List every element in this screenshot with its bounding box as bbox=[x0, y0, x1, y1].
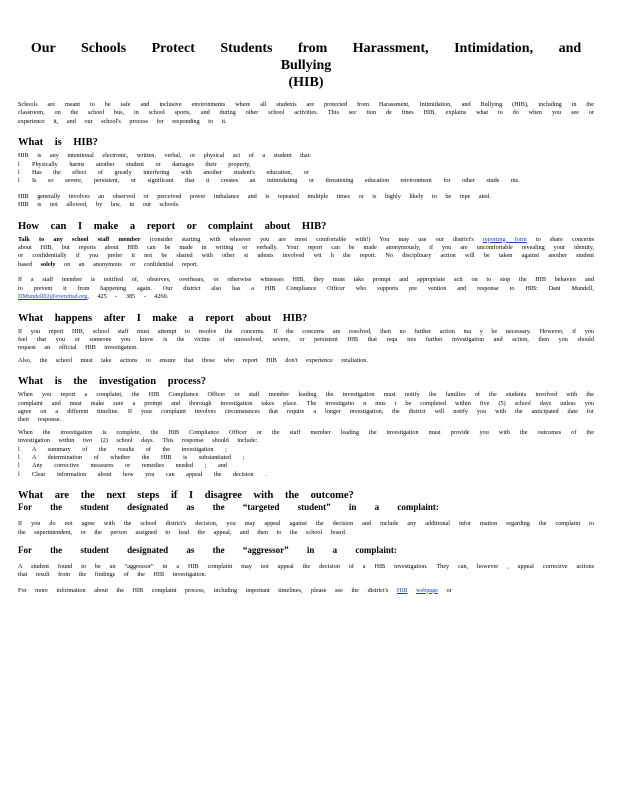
investigation-outcome-paragraph: When the investigation is complete, the HIB Compliance Officer or the staff member leading the investigation must provide you with the outcomes of the investigation within two (2) school days. This response should include: bbox=[18, 428, 594, 445]
bullet-mark: l bbox=[18, 177, 20, 185]
bullet-mark: l bbox=[18, 470, 20, 478]
retaliation-paragraph: Also, the school must take actions to ensure that those who report HIB don't experience retaliation. bbox=[18, 356, 368, 364]
after-report-paragraph: If you report HIB, school staff must attempt to resolve the concerns. If the concerns are resolved, then no further action ma y be necessary. However, if you feel that you or someone you know is the victim of unresolved, severe, or persistent HIB that requ ires further investigation and action, then you should request an official HIB investigation. bbox=[18, 327, 594, 352]
outcome-contents-list bbox=[18, 446, 594, 480]
subheading-aggressor: For the student designated as the “aggressor” in a complaint: bbox=[18, 545, 397, 555]
hib-criteria-list bbox=[18, 161, 594, 186]
section-heading-report: How can I make a report or complaint about HIB? bbox=[18, 220, 327, 232]
more-information-paragraph: For more information about the HIB complaint process, including important timelines, please see the district's HIB webpage or bbox=[18, 586, 452, 594]
title-line-2: (HIB) bbox=[288, 75, 324, 90]
subheading-targeted-student: For the student designated as the “targeted student” in a complaint: bbox=[18, 502, 439, 513]
bullet-mark: l bbox=[18, 160, 20, 168]
power-imbalance-paragraph: HIB generally involves an observed or perceived power imbalance and is repeated multiple times or is highly likely to be repe ated. bbox=[18, 192, 491, 200]
intro-paragraph: Schools are meant to be safe and inclusive environments where all students are protected from Harassment, Intimidation, and Bullying (HIB), including in the classroom, on the school bus, in school sports, and during other school activities. This sec tion de fines HIB, explains what to do when you see or experience it, and our school's process for responding to it. bbox=[18, 101, 594, 125]
list-item: l A summary of the results of the investigation ; bbox=[18, 445, 227, 453]
aggressor-appeal-paragraph: A student found to be an “aggressor” in a HIB complaint may not appeal the decision of a HIB investigation. They can, however , appeal corrective actions that result from the findings of the HIB investigation. bbox=[18, 563, 594, 579]
bullet-mark: l bbox=[18, 462, 20, 470]
page-title bbox=[18, 40, 594, 91]
list-item: l Any corrective measures or remedies needed ; and bbox=[18, 462, 227, 470]
hib-link[interactable]: HIB bbox=[396, 586, 408, 594]
not-allowed-paragraph: HIB is not allowed, by law, in our schools. bbox=[18, 201, 180, 209]
hib-definition: HIB is any intentional electronic, written, verbal, or physical act of a student that: bbox=[18, 152, 312, 160]
reporting-form-link[interactable]: reporting form bbox=[482, 235, 527, 243]
report-paragraph: Talk to any school staff member (consider starting with whoever you are most comfortable with!) You may use our district's reporting form to share concerns about HIB, but reports about HIB can be made in writing or verbally. Your report can be made anonymously, if you are uncomfortable revealing your identity, or confidentially if you prefer it not be shared with other st udents involved wit h the report. No disciplinary action will be taken against another student based solely on an anonymous or confidential report. bbox=[18, 235, 594, 268]
list-item: l Is so severe, persistent, or significant that it creates an intimidating or threatening education environment for other stude nts. bbox=[18, 177, 520, 185]
list-item: l A determination of whether the HIB is substantiated ; bbox=[18, 453, 245, 461]
bullet-mark: l bbox=[18, 445, 20, 453]
section-heading-after-report: What happens after I make a report about HIB? bbox=[18, 312, 308, 324]
investigation-paragraph: When you report a complaint, the HIB Compliance Officer or staff member leading the investigation must notify the families of the students involved with the complaint and must make sure a prompt and thorough investigation takes place. The investigatio n mus t be completed within five (5) school days unless you agree on a different timeline. If your complaint involves circumstances that require a longer investigation, the district will notify you with the anticipated date for their response. bbox=[18, 391, 594, 424]
compliance-officer-email-link[interactable]: DMundell02@everettsd.org bbox=[18, 293, 88, 301]
solely-emphasis: solely bbox=[40, 260, 56, 268]
bullet-mark: l bbox=[18, 453, 20, 461]
bullet-mark: l bbox=[18, 169, 20, 177]
talk-to-staff-lead: Talk to any school staff member bbox=[18, 235, 141, 243]
section-heading-what-is-hib: What is HIB? bbox=[18, 137, 98, 149]
section-heading-investigation: What is the investigation process? bbox=[18, 376, 207, 388]
compliance-officer-paragraph: If a staff member is notified of, observes, overhears, or otherwise witnesses HIB, they must take prompt and appropriate acti on to stop the HIB behavior and to prevent it from happening again. Our district also has a HIB Compliance Officer who supports pre vention and response to HIB: Dani Mundell, DMundell02@everettsd.org, 425 - 385 - 4260. bbox=[18, 276, 594, 301]
list-item: l Has the effect of greatly interfering with another student's education, or bbox=[18, 169, 309, 177]
list-item: l Clear information about how you can appeal the decision . bbox=[18, 470, 267, 478]
targeted-student-appeal-paragraph: If you do not agree with the school district's decision, you may appeal against the decision and include any additional infor mation regarding the complaint to the superintendent, or the person assigned to lead the appeal, and then to the school board. bbox=[18, 520, 594, 536]
webpage-link[interactable]: webpage bbox=[416, 586, 439, 594]
title-line-1: Our Schools Protect Students from Harassment, Intimidation, and Bullying bbox=[30, 41, 582, 73]
list-item: l Physically harms another student or damages their property, bbox=[18, 160, 251, 168]
section-heading-disagree: What are the next steps if I disagree with the outcome? bbox=[18, 490, 354, 502]
